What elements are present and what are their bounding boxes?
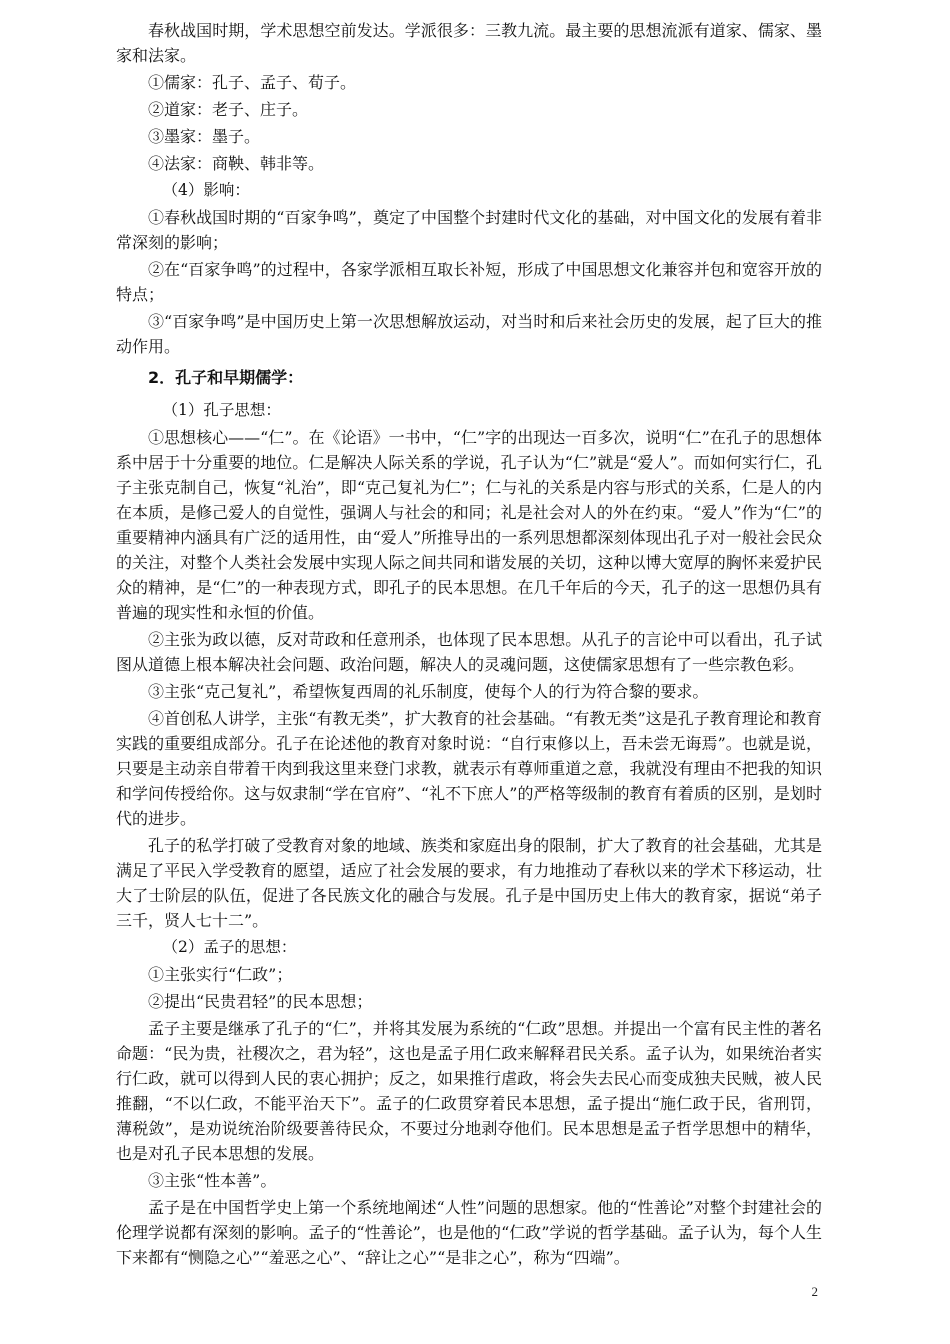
kongzi-point-2: ②主张为政以德，反对苛政和任意刑杀，也体现了民本思想。从孔子的言论中可以看出，孔子试图从道德上根本解决社会问题、政治问题，解决人的灵魂问题，这使儒家思想有了一些宗教色彩。 bbox=[116, 630, 822, 674]
paragraph-intro: 春秋战国时期，学术思想空前发达。学派很多：三教九流。最主要的思想流派有道家、儒家、墨家和法家。 bbox=[116, 21, 822, 65]
influence-item-1: ①春秋战国时期的“百家争鸣”，奠定了中国整个封建时代文化的基础，对中国文化的发展有着非常深刻的影响； bbox=[116, 208, 822, 252]
mengzi-point-3: ③主张“性本善”。 bbox=[148, 1171, 277, 1190]
section-heading-kongzi: 2．孔子和早期儒学： bbox=[148, 368, 304, 387]
list-item-mojia: ③墨家：墨子。 bbox=[148, 127, 261, 146]
kongzi-private-school: 孔子的私学打破了受教育对象的地域、族类和家庭出身的限制，扩大了教育的社会基础，尤其是满足了平民入学受教育的愿望，适应了社会发展的要求，有力地推动了春秋以来的学术下移运动，壮大了士阶层的队伍，促进了各民族文化的融合与发展。孔子是中国历史上伟大的教育家，据说“弟子三千，贤人七十二”。 bbox=[116, 836, 822, 930]
influence-label: （4）影响： bbox=[162, 181, 250, 199]
kongzi-label: （1）孔子思想： bbox=[162, 401, 281, 419]
kongzi-point-4: ④首创私人讲学，主张“有教无类”，扩大教育的社会基础。“有教无类”这是孔子教育理论和教育实践的重要组成部分。孔子在论述他的教育对象时说：“自行束修以上，吾未尝无诲焉”。也就是说，只要是主动亲自带着干肉到我这里来登门求教，就表示有尊师重道之意，我就没有理由不把我的知识和学问传授给你。这与奴隶制“学在官府”、“礼不下庶人”的严格等级制的教育有着质的区别，是划时代的进步。 bbox=[116, 709, 822, 828]
kongzi-point-1: ①思想核心——“仁”。在《论语》一书中，“仁”字的出现达一百多次，说明“仁”在孔子的思想体系中居于十分重要的地位。仁是解决人际关系的学说，孔子认为“仁”就是“爱人”。而如何实行仁，孔子主张克制自己，恢复“礼治”，即“克己复礼为仁”；仁与礼的关系是内容与形式的关系，仁是人的内在本质，是修己爱人的自觉性，强调人与社会的和同；礼是社会对人的外在约束。“爱人”作为“仁”的重要精神内涵具有广泛的适用性，由“爱人”所推导出的一系列思想都深刻体现出孔子对一般社会民众的关注，对整个人类社会发展中实现人际之间共同和谐发展的关切，这种以博大宽厚的胸怀来爱护民众的精神，是“仁”的一种表现方式，即孔子的民本思想。在几千年后的今天，孔子的这一思想仍具有普遍的现实性和永恒的价值。 bbox=[116, 428, 822, 622]
list-item-fajia: ④法家：商鞅、韩非等。 bbox=[148, 154, 325, 173]
mengzi-point-2: ②提出“民贵君轻”的民本思想； bbox=[148, 992, 373, 1011]
influence-item-3: ③“百家争鸣”是中国历史上第一次思想解放运动，对当时和后来社会历史的发展，起了巨大的推动作用。 bbox=[116, 312, 822, 356]
mengzi-label: （2）孟子的思想： bbox=[162, 938, 297, 956]
mengzi-renzheng-paragraph: 孟子主要是继承了孔子的“仁”，并将其发展为系统的“仁政”思想。并提出一个富有民主性的著名命题：“民为贵，社稷次之，君为轻”，这也是孟子用仁政来解释君民关系。孟子认为，如果统治者实行仁政，就可以得到人民的衷心拥护；反之，如果推行虐政，将会失去民心而变成独夫民贼，被人民推翻，“不以仁政，不能平治天下”。孟子的仁政贯穿着民本思想，孟子提出“施仁政于民，省刑罚，薄税敛”，是劝说统治阶级要善待民众，不要过分地剥夺他们。民本思想是孟子哲学思想中的精华，也是对孔子民本思想的发展。 bbox=[116, 1019, 822, 1163]
document-body bbox=[116, 18, 822, 1272]
influence-item-2: ②在“百家争鸣”的过程中，各家学派相互取长补短，形成了中国思想文化兼容并包和宽容开放的特点； bbox=[116, 260, 822, 304]
list-item-rujia: ①儒家：孔子、孟子、荀子。 bbox=[148, 73, 357, 92]
page-number: 2 bbox=[811, 1284, 818, 1299]
list-item-daojia: ②道家：老子、庄子。 bbox=[148, 100, 309, 119]
kongzi-point-3: ③主张“克己复礼”，希望恢复西周的礼乐制度，使每个人的行为符合黎的要求。 bbox=[148, 682, 709, 701]
mengzi-point-1: ①主张实行“仁政”； bbox=[148, 965, 293, 984]
mengzi-xingshan-paragraph: 孟子是在中国哲学史上第一个系统地阐述“人性”问题的思想家。他的“性善论”对整个封建社会的伦理学说都有深刻的影响。孟子的“性善论”，也是他的“仁政”学说的哲学基础。孟子认为，每个人生下来都有“恻隐之心”“羞恶之心”、“辞让之心”“是非之心”，称为“四端”。 bbox=[116, 1198, 822, 1267]
